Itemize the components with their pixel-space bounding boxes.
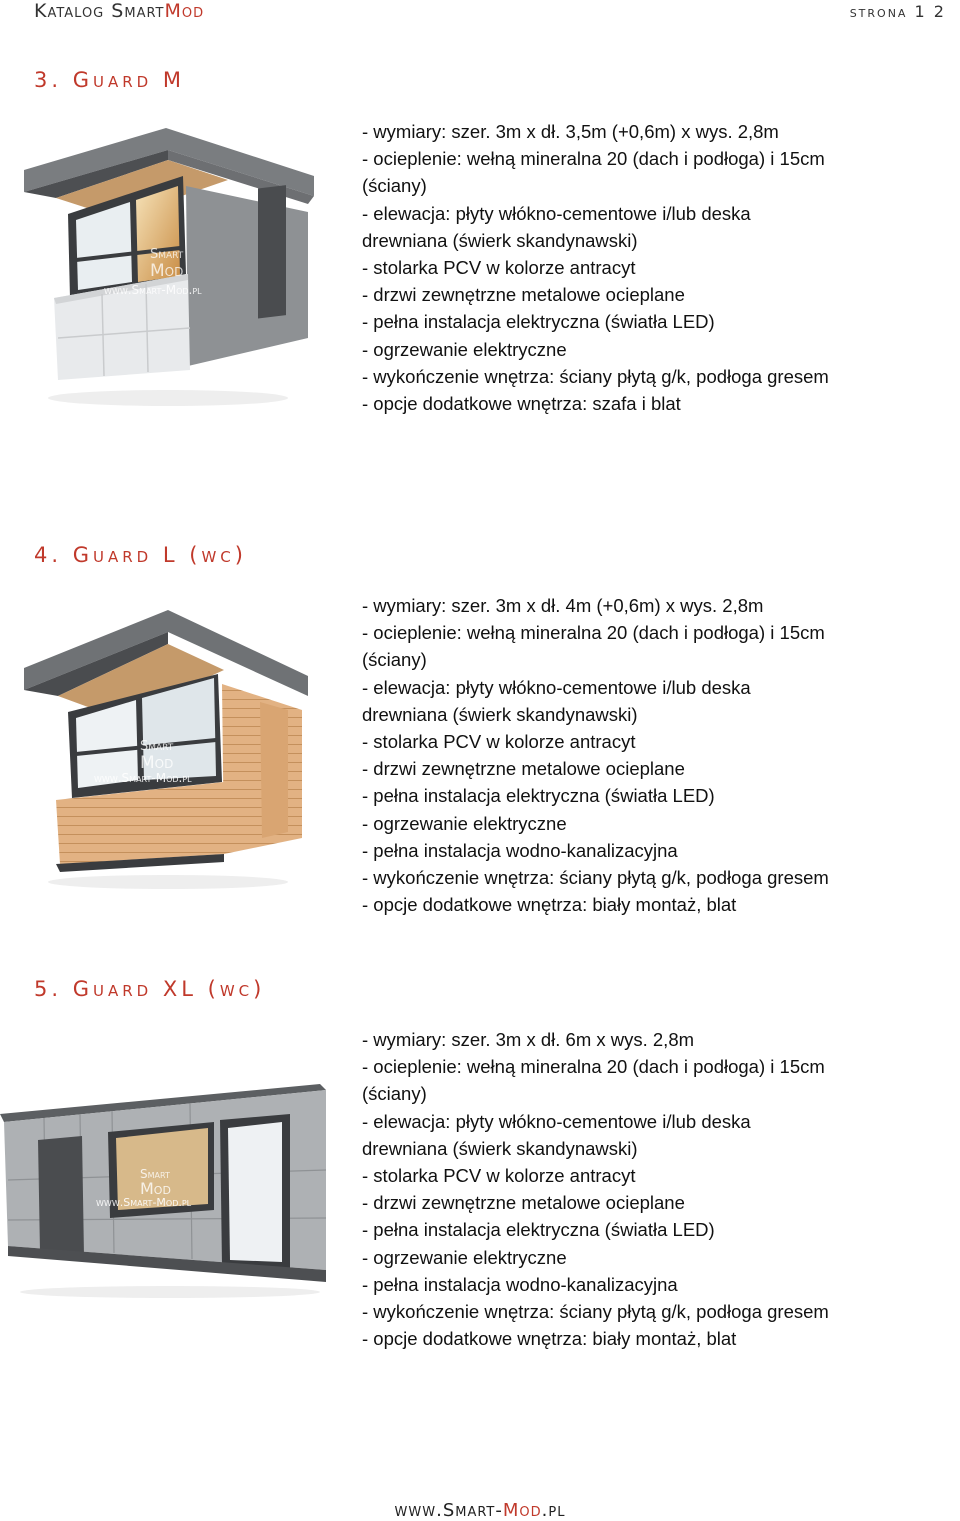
- guard-m-render-image: [18, 118, 318, 418]
- watermark-url: www.Smart-Mod.pl: [96, 1196, 192, 1209]
- spec-line: drewniana (świerk skandynawski): [362, 1137, 638, 1159]
- spec-line: - stolarka PCV w kolorze antracyt: [362, 1165, 636, 1187]
- spec-line: - pełna instalacja wodno-kanalizacyjna: [362, 1273, 678, 1295]
- guard-l-spec-list: [362, 592, 829, 918]
- watermark-smart: Smart: [140, 739, 174, 754]
- watermark-mod: Mod: [140, 1179, 171, 1198]
- brand-accent: Mod: [164, 0, 205, 22]
- footer-url-accent: Mod: [502, 1500, 542, 1521]
- watermark-mod: Mod: [150, 261, 184, 281]
- spec-line: - ogrzewanie elektryczne: [362, 812, 567, 834]
- watermark-url: www.Smart-Mod.pl: [94, 771, 192, 785]
- spec-line: - elewacja: płyty włókno-cementowe i/lub deska: [362, 676, 751, 698]
- spec-line: - wykończenie wnętrza: ściany płytą g/k, podłoga gresem: [362, 867, 829, 889]
- spec-line: - ocieplenie: wełną mineralna 20 (dach i podłoga) i 15cm: [362, 148, 825, 170]
- footer-url-suffix: .pl: [541, 1500, 566, 1521]
- spec-line: - wykończenie wnętrza: ściany płytą g/k, podłoga gresem: [362, 365, 829, 387]
- guard-xl-render-image: [0, 1070, 340, 1310]
- page-number: strona 1 2: [849, 2, 946, 21]
- section-title-guard-m: 3. Guard M: [34, 68, 185, 92]
- section-title-guard-xl: 5. Guard XL (wc): [34, 977, 266, 1001]
- watermark-smart: Smart: [150, 247, 184, 262]
- spec-line: - elewacja: płyty włókno-cementowe i/lub deska: [362, 1110, 751, 1132]
- spec-line: - pełna instalacja elektryczna (światła LED): [362, 311, 715, 333]
- page-header: [0, 0, 960, 22]
- spec-line: - opcje dodatkowe wnętrza: biały montaż, blat: [362, 1328, 737, 1350]
- spec-line: (ściany): [362, 175, 427, 197]
- spec-line: (ściany): [362, 649, 427, 671]
- spec-line: - ogrzewanie elektryczne: [362, 1246, 567, 1268]
- watermark-smart: Smart: [140, 1167, 170, 1181]
- spec-line: - wykończenie wnętrza: ściany płytą g/k, podłoga gresem: [362, 1301, 829, 1323]
- spec-line: - drzwi zewnętrzne metalowe ocieplane: [362, 284, 685, 306]
- footer-url-prefix: www.Smart-: [394, 1500, 503, 1521]
- brand-text: Katalog Smart: [34, 0, 165, 22]
- footer-website: [0, 1500, 960, 1521]
- spec-line: - wymiary: szer. 3m x dł. 6m x wys. 2,8m: [362, 1029, 695, 1050]
- watermark-url: www.Smart-Mod.pl: [104, 283, 202, 297]
- spec-line: - elewacja: płyty włókno-cementowe i/lub deska: [362, 202, 751, 224]
- spec-line: - pełna instalacja elektryczna (światła LED): [362, 1219, 715, 1241]
- spec-line: - drzwi zewnętrzne metalowe ocieplane: [362, 1192, 685, 1214]
- catalog-brand: [34, 0, 204, 22]
- spec-line: - pełna instalacja elektryczna (światła LED): [362, 785, 715, 807]
- spec-line: - opcje dodatkowe wnętrza: biały montaż, blat: [362, 894, 737, 916]
- spec-line: - wymiary: szer. 3m x dł. 3,5m (+0,6m) x wys. 2,8m: [362, 121, 779, 142]
- guard-l-render-image: [18, 592, 318, 892]
- spec-line: - stolarka PCV w kolorze antracyt: [362, 731, 636, 753]
- spec-line: - wymiary: szer. 3m x dł. 4m (+0,6m) x wys. 2,8m: [362, 595, 764, 616]
- spec-line: - stolarka PCV w kolorze antracyt: [362, 257, 636, 279]
- guard-m-spec-list: [362, 118, 829, 417]
- spec-line: - pełna instalacja wodno-kanalizacyjna: [362, 839, 678, 861]
- spec-line: - ogrzewanie elektryczne: [362, 338, 567, 360]
- spec-line: drewniana (świerk skandynawski): [362, 703, 638, 725]
- spec-line: - ocieplenie: wełną mineralna 20 (dach i podłoga) i 15cm: [362, 622, 825, 644]
- watermark-mod: Mod: [140, 753, 174, 773]
- guard-xl-spec-list: [362, 1026, 829, 1352]
- spec-line: - opcje dodatkowe wnętrza: szafa i blat: [362, 393, 681, 415]
- spec-line: - ocieplenie: wełną mineralna 20 (dach i podłoga) i 15cm: [362, 1056, 825, 1078]
- section-title-guard-l: 4. Guard L (wc): [34, 543, 247, 567]
- spec-line: drewniana (świerk skandynawski): [362, 229, 638, 251]
- spec-line: - drzwi zewnętrzne metalowe ocieplane: [362, 758, 685, 780]
- spec-line: (ściany): [362, 1083, 427, 1105]
